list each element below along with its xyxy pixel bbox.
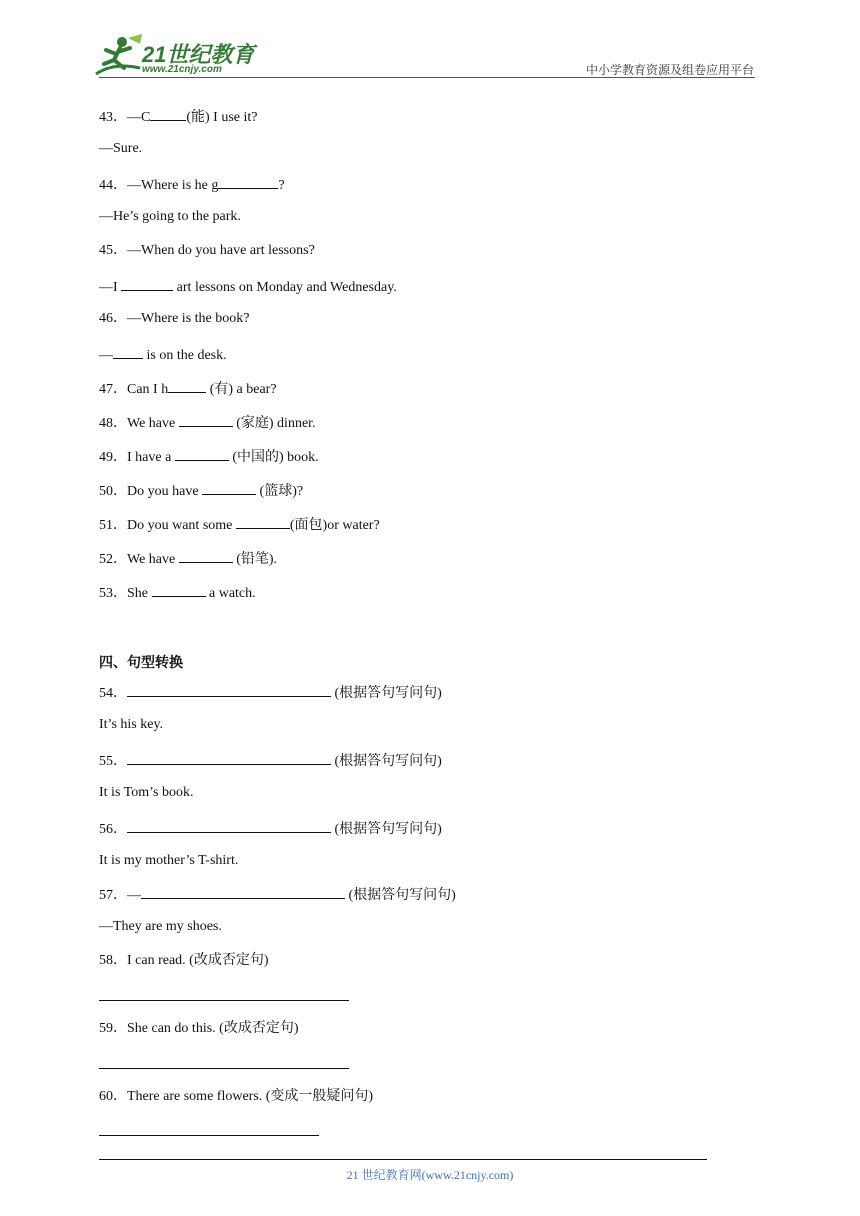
answer-55: It is Tom’s book.	[99, 785, 194, 800]
answer-blank[interactable]	[141, 884, 345, 899]
question-57: 57．— (根据答句写问句)	[99, 884, 456, 905]
question-47: 47．Can I h (有) a bear?	[99, 378, 277, 399]
question-45: 45．—When do you have art lessons?	[99, 243, 315, 258]
answer-line-58[interactable]	[99, 1000, 349, 1001]
question-44: 44．—Where is he g ?	[99, 174, 285, 195]
answer-blank[interactable]	[113, 344, 143, 359]
question-43: 43．—C (能) I use it?	[99, 106, 258, 127]
question-59: 59．She can do this. (改成否定句)	[99, 1021, 299, 1036]
answer-56: It is my mother’s T-shirt.	[99, 853, 239, 868]
answer-blank[interactable]	[236, 514, 290, 529]
header-divider	[99, 77, 755, 78]
answer-blank[interactable]	[152, 582, 206, 597]
answer-45: —I art lessons on Monday and Wednesday.	[99, 276, 397, 297]
header-platform-text: 中小学教育资源及组卷应用平台	[585, 63, 754, 77]
answer-blank[interactable]	[168, 378, 206, 393]
question-60: 60．There are some flowers. (变成一般疑问句)	[99, 1089, 374, 1104]
page-header	[0, 0, 860, 80]
question-54: 54． (根据答句写问句)	[99, 682, 442, 703]
question-58: 58．I can read. (改成否定句)	[99, 953, 269, 968]
answer-blank[interactable]	[202, 480, 256, 495]
question-55: 55． (根据答句写问句)	[99, 750, 442, 771]
answer-line-60[interactable]	[99, 1135, 319, 1136]
answer-blank[interactable]	[150, 106, 186, 121]
question-51: 51．Do you want some (面包)or water?	[99, 514, 380, 535]
logo-text: 21世纪教育	[142, 42, 255, 67]
logo-url: www.21cnjy.com	[142, 64, 222, 75]
question-50: 50．Do you have (篮球)?	[99, 480, 303, 501]
answer-blank[interactable]	[127, 818, 331, 833]
answer-blank[interactable]	[179, 548, 233, 563]
answer-blank[interactable]	[175, 446, 229, 461]
question-49: 49．I have a (中国的) book.	[99, 446, 319, 467]
answer-line-59[interactable]	[99, 1068, 349, 1069]
question-48: 48．We have (家庭) dinner.	[99, 412, 316, 433]
answer-57: —They are my shoes.	[99, 919, 222, 934]
question-46: 46．—Where is the book?	[99, 311, 250, 326]
section-title: 四、句型转换	[99, 655, 183, 671]
footer-divider	[99, 1159, 707, 1160]
footer-text[interactable]: 21 世纪教育网(www.21cnjy.com)	[346, 1168, 514, 1182]
answer-54: It’s his key.	[99, 717, 164, 732]
question-52: 52．We have (铅笔).	[99, 548, 277, 569]
answer-blank[interactable]	[179, 412, 233, 427]
answer-blank[interactable]	[218, 174, 278, 189]
question-53: 53．She a watch.	[99, 582, 256, 603]
answer-46: — is on the desk.	[99, 344, 227, 365]
answer-44: —He’s going to the park.	[99, 209, 241, 224]
answer-blank[interactable]	[127, 682, 331, 697]
answer-blank[interactable]	[121, 276, 173, 291]
question-56: 56． (根据答句写问句)	[99, 818, 442, 839]
answer-43: —Sure.	[99, 141, 143, 156]
answer-blank[interactable]	[127, 750, 331, 765]
